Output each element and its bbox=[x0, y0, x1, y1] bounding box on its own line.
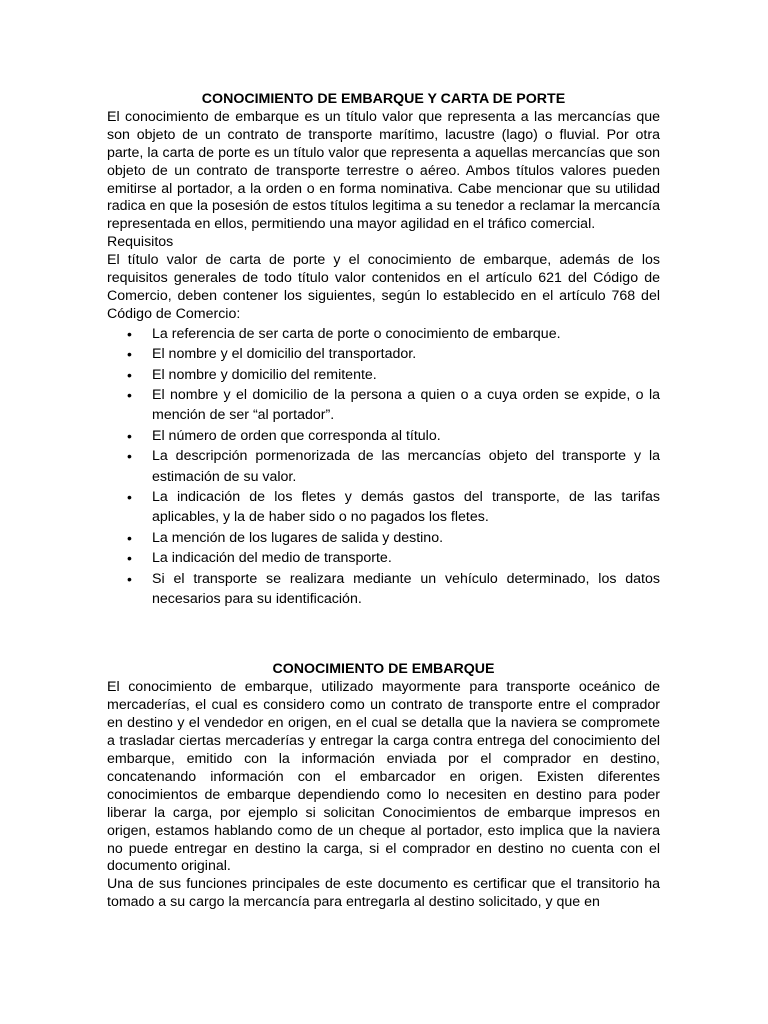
section-title: CONOCIMIENTO DE EMBARQUE Y CARTA DE PORTE bbox=[201, 91, 566, 107]
list-item-text: El nombre y el domicilio del transportador. bbox=[152, 346, 417, 363]
list-item-text: El nombre y el domicilio de la persona a quien o a cuya orden se expide, o la mención de ser “al portador”. bbox=[152, 387, 660, 424]
document-page bbox=[107, 91, 660, 912]
bullet-icon: • bbox=[127, 387, 132, 403]
list-item-text: Si el transporte se realizara mediante un vehículo determinado, los datos necesarios para su identificación. bbox=[152, 570, 660, 608]
body-paragraph: El conocimiento de embarque, utilizado mayormente para transporte oceánico de mercaderías, el cual es considero como un contrato de transporte entre el comprador en destino y el vendedor en origen, en el cual se detalla que la naviera se compromete a trasladar ciertas mercaderías y entregar la carga contra entrega del conocimiento del embarque, emitido con la información enviada por el comprador en destino, concatenando información con el embarcador en origen. Existen diferentes conocimientos de embarque dependiendo como lo necesiten en destino para poder liberar la carga, por ejemplo si solicitan Conocimientos de embarque impresos en origen, estamos hablando como de un cheque al portador, esto implica que la naviera no puede entregar en destino la carga, si el comprador en destino no cuenta con el documento original. bbox=[107, 679, 660, 875]
bullet-icon: • bbox=[127, 346, 132, 363]
list-item-text: El número de orden que corresponda al título. bbox=[152, 427, 441, 444]
requirements-list bbox=[107, 324, 660, 610]
bullet-icon: • bbox=[127, 489, 132, 506]
list-item bbox=[107, 487, 660, 528]
list-item bbox=[107, 548, 660, 568]
bullet-icon: • bbox=[127, 570, 132, 587]
bullet-icon: • bbox=[127, 448, 132, 465]
bullet-icon: • bbox=[127, 325, 132, 342]
requirements-intro: El título valor de carta de porte y el conocimiento de embarque, además de los requisitos generales de todo título valor contenidos en el artículo 621 del Código de Comercio, deben contener los siguientes, según lo establecido en el artículo 768 del Código de Comercio: bbox=[107, 252, 660, 322]
list-item-text: El nombre y domicilio del remitente. bbox=[152, 366, 377, 383]
list-item-text: La indicación del medio de transporte. bbox=[152, 550, 392, 567]
bullet-icon: • bbox=[127, 366, 132, 383]
list-item bbox=[107, 365, 660, 385]
section-carta-de-porte bbox=[107, 91, 660, 609]
bullet-icon: • bbox=[127, 427, 132, 444]
body-paragraph: Una de sus funciones principales de este documento es certificar que el transitorio ha tomado a su cargo la mercancía para entregarla al destino solicitado, y que en bbox=[107, 876, 660, 911]
list-item-text: La referencia de ser carta de porte o conocimiento de embarque. bbox=[152, 325, 561, 342]
section-spacer bbox=[107, 609, 660, 661]
list-item bbox=[107, 324, 660, 344]
section-conocimiento-de-embarque bbox=[107, 661, 660, 912]
bullet-icon: • bbox=[127, 529, 132, 546]
list-item bbox=[107, 426, 660, 446]
list-item-text: La descripción pormenorizada de las mercancías objeto del transporte y la estimación de su valor. bbox=[152, 448, 660, 485]
list-item bbox=[107, 446, 660, 487]
list-item bbox=[107, 528, 660, 548]
list-item bbox=[107, 344, 660, 364]
list-item bbox=[107, 569, 660, 610]
section-title: CONOCIMIENTO DE EMBARQUE bbox=[272, 661, 495, 678]
list-item-text: La mención de los lugares de salida y destino. bbox=[152, 529, 444, 546]
list-item bbox=[107, 385, 660, 426]
bullet-icon: • bbox=[127, 550, 132, 567]
intro-paragraph: El conocimiento de embarque es un título valor que representa a las mercancías que son objeto de un contrato de transporte marítimo, lacustre (lago) o fluvial. Por otra parte, la carta de porte es un título valor que representa a aquellas mercancías que son objeto de un contrato de transporte terrestre o aéreo. Ambos títulos valores pueden emitirse al portador, a la orden o en forma nominativa. Cabe mencionar que su utilidad radica en que la posesión de estos títulos legitima a su tenedor a reclamar la mercancía representada en ellos, permitiendo una mayor agilidad en el tráfico comercial. bbox=[107, 108, 660, 233]
list-item-text: La indicación de los fletes y demás gastos del transporte, de las tarifas aplicables, y la de haber sido o no pagados los fletes. bbox=[152, 489, 660, 526]
requirements-heading: Requisitos bbox=[107, 234, 174, 251]
